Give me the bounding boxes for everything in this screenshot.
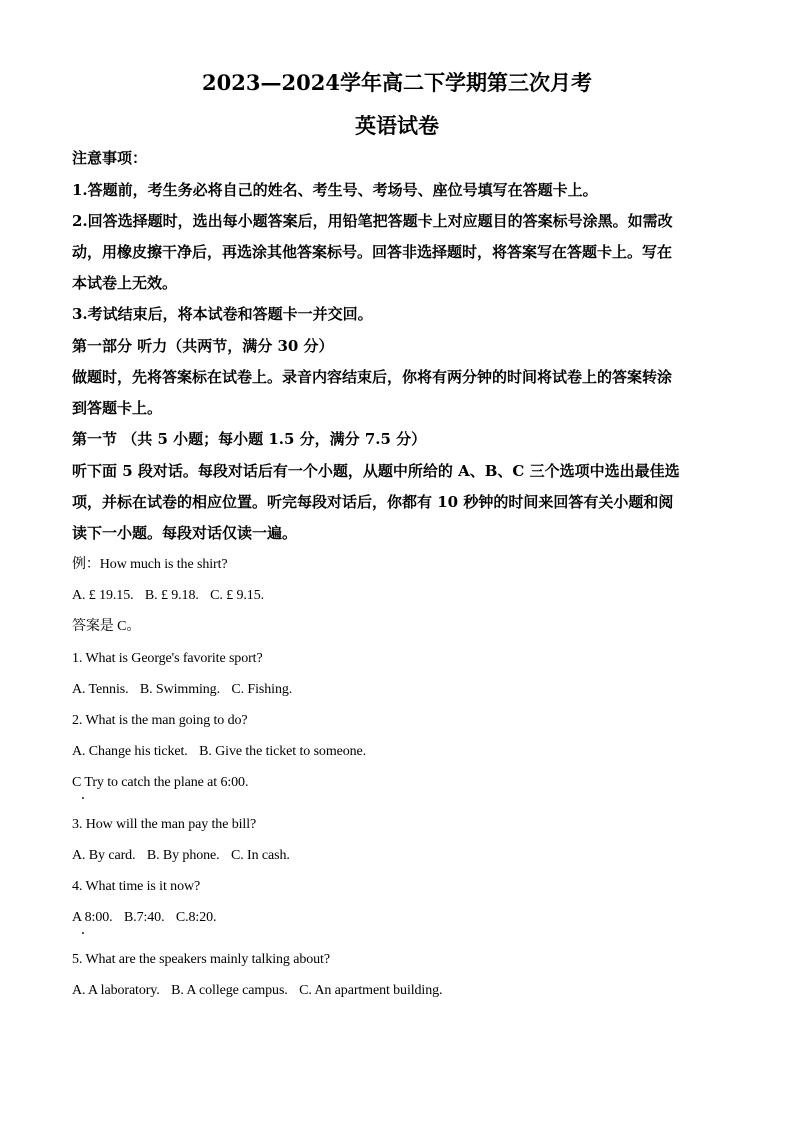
option-b: B. A college campus. bbox=[171, 983, 288, 998]
section1-instruction-line-1: 听下面 5 段对话。每段对话后有一个小题，从题中所给的 A、B、C 三个选项中选出最佳选 bbox=[72, 462, 680, 480]
option-b: B. By phone. bbox=[146, 848, 220, 863]
notice-item-2-line-3: 本试卷上无效。 bbox=[72, 274, 178, 292]
option-a: A. Tennis. bbox=[72, 682, 129, 697]
stray-dot bbox=[82, 797, 84, 799]
question-1-options bbox=[72, 680, 722, 700]
part1-heading: 第一部分 听力（共两节，满分 30 分） bbox=[72, 337, 334, 355]
question-1: 1. What is George's favorite sport? bbox=[72, 651, 263, 666]
part1-instruction-line-1: 做题时，先将答案标在试卷上。录音内容结束后，你将有两分钟的时间将试卷上的答案转涂 bbox=[72, 368, 673, 386]
notice-item-2-line-2: 动，用橡皮擦干净后，再选涂其他答案标号。回答非选择题时，将答案写在答题卡上。写在 bbox=[72, 243, 673, 261]
option-b: B.7:40. bbox=[123, 910, 165, 925]
exam-title: 2023—2024学年高二下学期第三次月考 bbox=[202, 70, 592, 95]
question-4: 4. What time is it now? bbox=[72, 879, 201, 894]
option-a: A 8:00. bbox=[72, 910, 113, 925]
section1-heading: 第一节 （共 5 小题；每小题 1.5 分，满分 7.5 分） bbox=[72, 430, 427, 448]
option-b: B. Swimming. bbox=[139, 682, 220, 697]
notice-item-3: 3.考试结束后，将本试卷和答题卡一并交回。 bbox=[72, 305, 373, 323]
stray-dot bbox=[82, 932, 84, 934]
option-c: C. In cash. bbox=[230, 848, 290, 863]
section1-instruction-line-3: 读下一小题。每段对话仅读一遍。 bbox=[72, 524, 298, 542]
question-2-option-c: C Try to catch the plane at 6:00. bbox=[72, 775, 249, 790]
option-a: A. By card. bbox=[72, 848, 136, 863]
option-c: C. Fishing. bbox=[231, 682, 293, 697]
question-5-options bbox=[72, 981, 722, 1001]
example-answer: 答案是 C。 bbox=[72, 619, 141, 634]
notice-heading: 注意事项： bbox=[72, 149, 148, 167]
option-a: A. £ 19.15. bbox=[72, 588, 134, 603]
question-2-options bbox=[72, 742, 722, 762]
notice-item-1: 1.答题前，考生务必将自己的姓名、考生号、考场号、座位号填写在答题卡上。 bbox=[72, 181, 598, 199]
question-4-options bbox=[72, 908, 722, 928]
question-3-options bbox=[72, 846, 722, 866]
section1-instruction-line-2: 项，并标在试卷的相应位置。听完每段对话后，你都有 10 秒钟的时间来回答有关小题和阅 bbox=[72, 493, 674, 511]
example-options bbox=[72, 586, 722, 606]
part1-instruction-line-2: 到答题卡上。 bbox=[72, 399, 163, 417]
exam-subtitle: 英语试卷 bbox=[355, 113, 439, 138]
option-b: B. Give the ticket to someone. bbox=[199, 744, 367, 759]
option-a: A. A laboratory. bbox=[72, 983, 160, 998]
notice-item-2-line-1: 2.回答选择题时，选出每小题答案后，用铅笔把答题卡上对应题目的答案标号涂黑。如需改 bbox=[72, 212, 673, 230]
option-c: C. An apartment building. bbox=[299, 983, 443, 998]
question-5: 5. What are the speakers mainly talking about? bbox=[72, 952, 330, 967]
option-c: C. £ 9.15. bbox=[210, 588, 265, 603]
question-2: 2. What is the man going to do? bbox=[72, 713, 248, 728]
option-c: C.8:20. bbox=[175, 910, 217, 925]
question-3: 3. How will the man pay the bill? bbox=[72, 817, 257, 832]
option-a: A. Change his ticket. bbox=[72, 744, 188, 759]
example-question: 例：How much is the shirt? bbox=[72, 557, 228, 572]
option-b: B. £ 9.18. bbox=[144, 588, 199, 603]
